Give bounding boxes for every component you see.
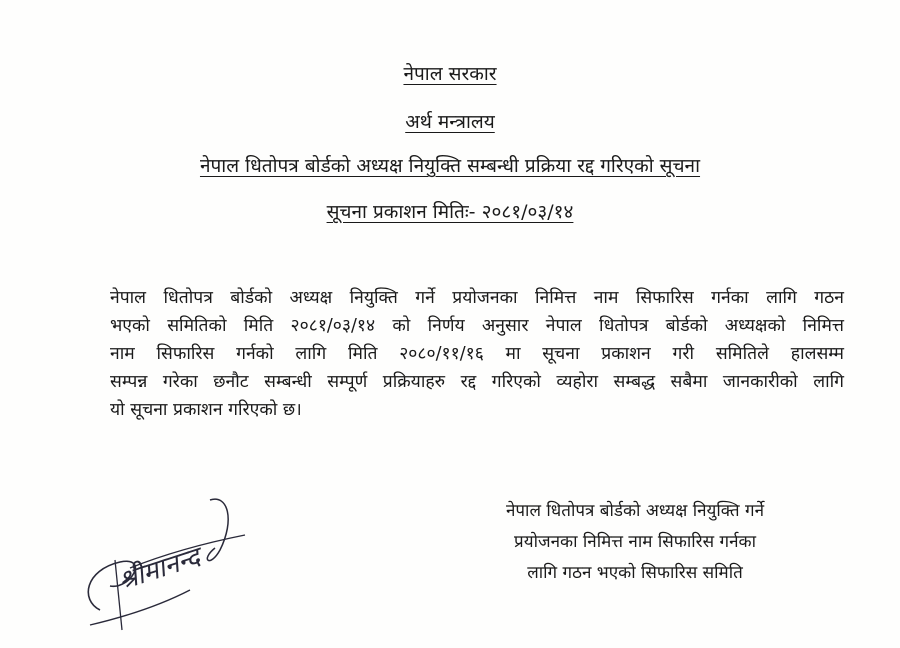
committee-line: नेपाल धितोपत्र बोर्डको अध्यक्ष नियुक्ति गर्ने xyxy=(505,501,765,521)
body-line: नाम सिफारिस गर्नको लागि मिति २०८०/११/१६ मा सूचना प्रकाशन गरी समितिले हालसम्म xyxy=(110,344,844,364)
publication-date: सूचना प्रकाशन मितिः- २०८१/०३/१४ xyxy=(326,201,574,223)
committee-signature-block xyxy=(455,496,815,589)
body-line: नेपाल धितोपत्र बोर्डको अध्यक्ष नियुक्ति गर्ने प्रयोजनका निमित्त नाम सिफारिस गर्नका लागि गठन xyxy=(110,288,844,308)
ministry-heading: अर्थ मन्त्रालय xyxy=(405,111,495,133)
notice-title: नेपाल धितोपत्र बोर्डको अध्यक्ष नियुक्ति सम्बन्धी प्रक्रिया रद्द गरिएको सूचना xyxy=(199,155,701,177)
signature-drawing xyxy=(60,490,280,640)
government-heading: नेपाल सरकार xyxy=(403,63,497,85)
notice-body xyxy=(110,284,844,424)
body-line: सम्पन्न गरेका छनौट सम्बन्धी सम्पूर्ण प्रक्रियाहरु रद्द गरिएको व्यहोरा सम्बद्ध सबैमा जानकारीको लागि xyxy=(110,372,844,392)
committee-line: लागि गठन भएको सिफारिस समिति xyxy=(527,563,743,583)
signature-script: श्रीमानन्द xyxy=(114,542,204,597)
handwritten-signature xyxy=(60,490,280,640)
committee-line: प्रयोजनका निमित्त नाम सिफारिस गर्नका xyxy=(514,532,756,552)
body-line: यो सूचना प्रकाशन गरिएको छ। xyxy=(110,400,302,420)
body-line: भएको समितिको मिति २०८१/०३/१४ को निर्णय अनुसार नेपाल धितोपत्र बोर्डको अध्यक्षको निमित्त xyxy=(110,316,844,336)
